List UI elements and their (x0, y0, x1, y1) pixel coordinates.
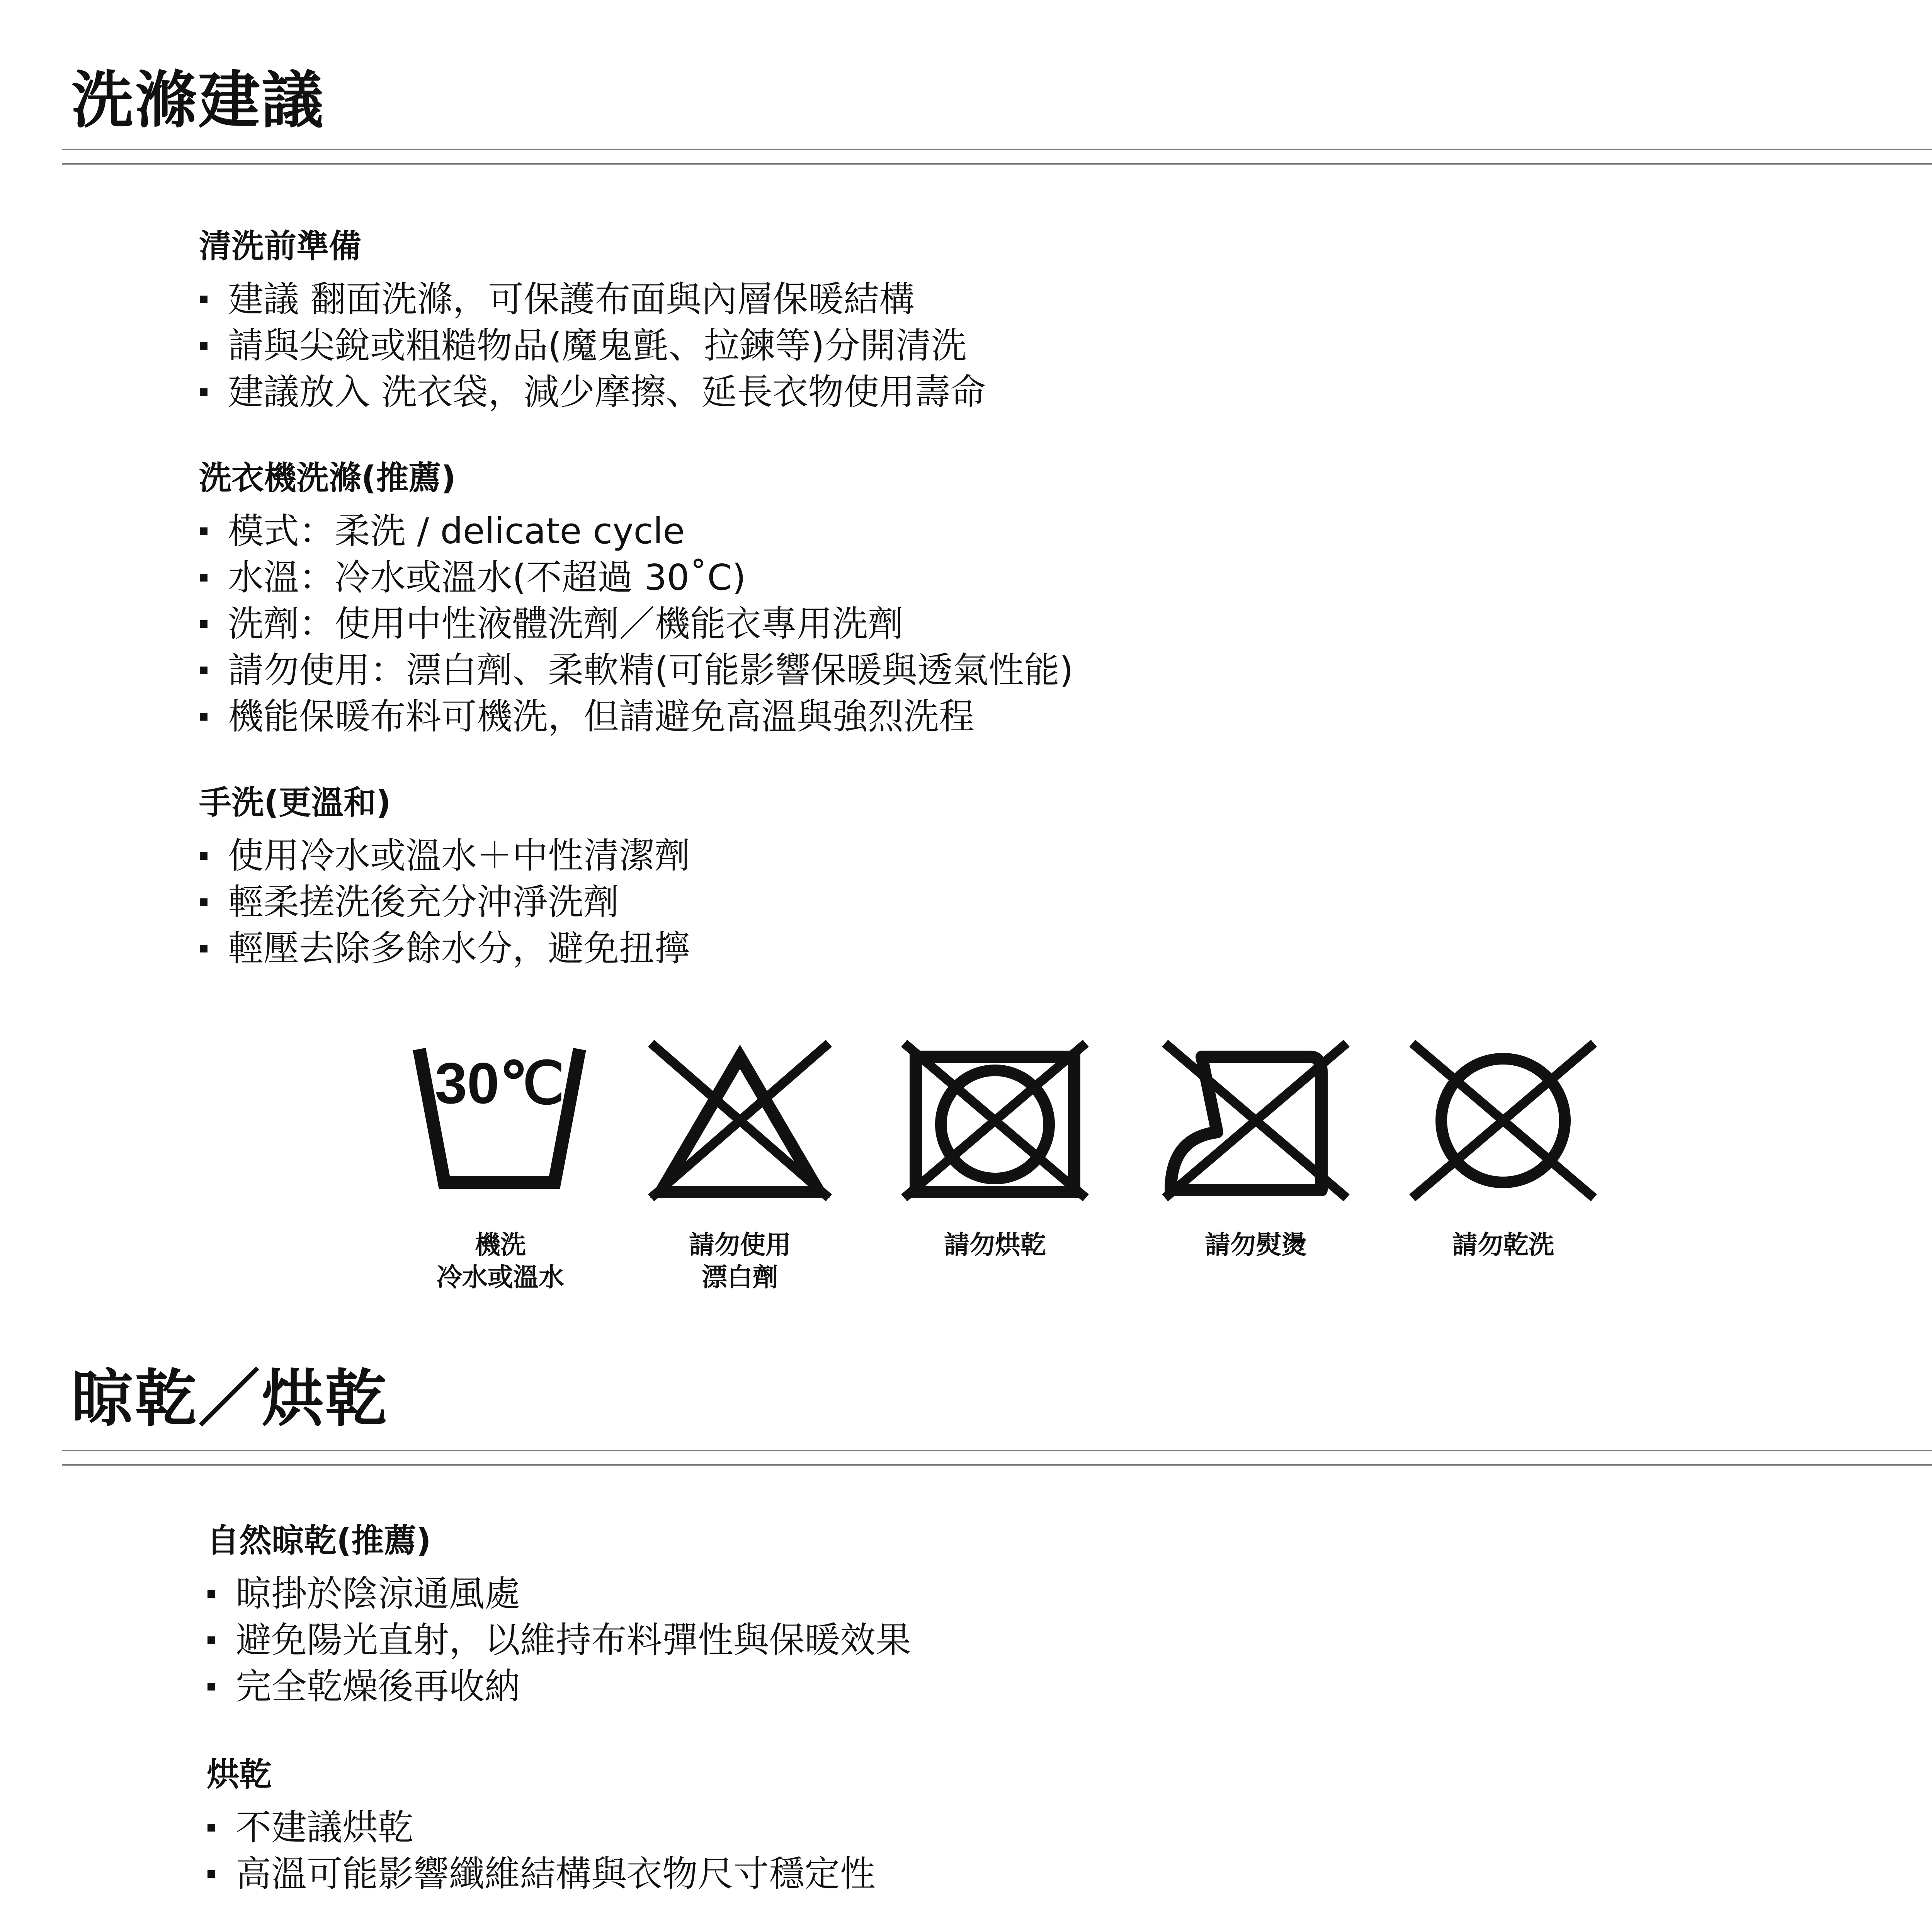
drying-title-rule (62, 1450, 1932, 1451)
care-label-no-iron: 請勿熨燙 (1205, 1230, 1307, 1260)
bullet-icon (200, 667, 207, 674)
item-list (207, 1804, 876, 1897)
bullet-icon (207, 1824, 215, 1832)
group-heading: 清洗前準備 (199, 227, 362, 265)
bullet-icon (207, 1870, 215, 1878)
bullet-icon (207, 1590, 215, 1598)
no-dry-clean-icon (1410, 1041, 1596, 1200)
washing-title-rule (62, 149, 1932, 150)
care-label-no-dry-clean: 請勿乾洗 (1452, 1230, 1554, 1260)
no-bleach-icon (647, 1041, 833, 1200)
bullet-icon (200, 527, 207, 535)
list-item: 請勿使用：漂白劑、柔軟精(可能影響保暖與透氣性能) (199, 647, 1073, 694)
group-machine-wash (199, 459, 1073, 740)
list-item: 請與尖銳或粗糙物品(魔鬼氈、拉鍊等)分開清洗 (199, 323, 986, 369)
bullet-icon (207, 1636, 215, 1644)
bullet-icon (200, 574, 207, 582)
wash-temperature: 30℃ (435, 1051, 565, 1116)
list-item: 機能保暖布料可機洗，但請避免高溫與強烈洗程 (199, 694, 1073, 740)
item-list (199, 508, 1073, 740)
bullet-icon (200, 945, 207, 952)
no-tumble-dry-icon (902, 1041, 1088, 1200)
bullet-icon (200, 620, 207, 628)
list-item: 輕壓去除多餘水分，避免扭擰 (199, 925, 690, 972)
list-item: 模式：柔洗 / delicate cycle (199, 508, 1073, 554)
list-item: 水溫：冷水或溫水(不超過 30˚C) (199, 554, 1073, 601)
list-item: 完全乾燥後再收納 (207, 1663, 911, 1710)
list-item: 建議 翻面洗滌，可保護布面與內層保暖結構 (199, 276, 986, 323)
list-item: 輕柔搓洗後充分沖淨洗劑 (199, 879, 690, 925)
washing-title-rule-lower (62, 163, 1932, 165)
washing-title: 洗滌建議 (71, 64, 325, 136)
list-item: 晾掛於陰涼通風處 (207, 1571, 911, 1617)
group-heading: 自然晾乾(推薦) (207, 1522, 431, 1560)
group-heading: 手洗(更溫和) (199, 784, 391, 821)
no-iron-icon (1163, 1041, 1349, 1200)
drying-title-rule-lower (62, 1464, 1932, 1466)
list-item: 高溫可能影響纖維結構與衣物尺寸穩定性 (207, 1851, 876, 1897)
care-label-no-bleach: 請勿使用 漂白劑 (689, 1230, 791, 1292)
bullet-icon (207, 1683, 215, 1690)
list-item: 建議放入 洗衣袋，減少摩擦、延長衣物使用壽命 (199, 369, 986, 415)
bullet-icon (200, 713, 207, 721)
drying-title: 晾乾／烘乾 (71, 1362, 389, 1435)
group-tumble-dry (207, 1755, 876, 1897)
list-item: 不建議烘乾 (207, 1804, 876, 1851)
bullet-icon (200, 342, 207, 350)
list-item: 避免陽光直射，以維持布料彈性與保暖效果 (207, 1617, 911, 1663)
care-label-no-tumble-dry: 請勿烘乾 (944, 1230, 1046, 1260)
item-list (199, 833, 690, 972)
bullet-icon (200, 296, 207, 303)
list-item: 使用冷水或溫水＋中性清潔劑 (199, 833, 690, 879)
wash-tub-30c-icon (415, 1045, 585, 1192)
group-hand-wash (199, 786, 690, 972)
bullet-icon (200, 852, 207, 860)
item-list (199, 276, 986, 415)
group-prewash (199, 227, 986, 415)
group-heading: 烘乾 (207, 1755, 272, 1793)
group-heading: 洗衣機洗滌(推薦) (199, 459, 456, 497)
list-item: 洗劑：使用中性液體洗劑／機能衣專用洗劑 (199, 601, 1073, 647)
bullet-icon (200, 388, 207, 396)
item-list (207, 1571, 911, 1710)
bullet-icon (200, 898, 207, 906)
group-air-dry (207, 1524, 911, 1710)
care-label-machine-wash: 機洗 冷水或溫水 (437, 1230, 564, 1292)
